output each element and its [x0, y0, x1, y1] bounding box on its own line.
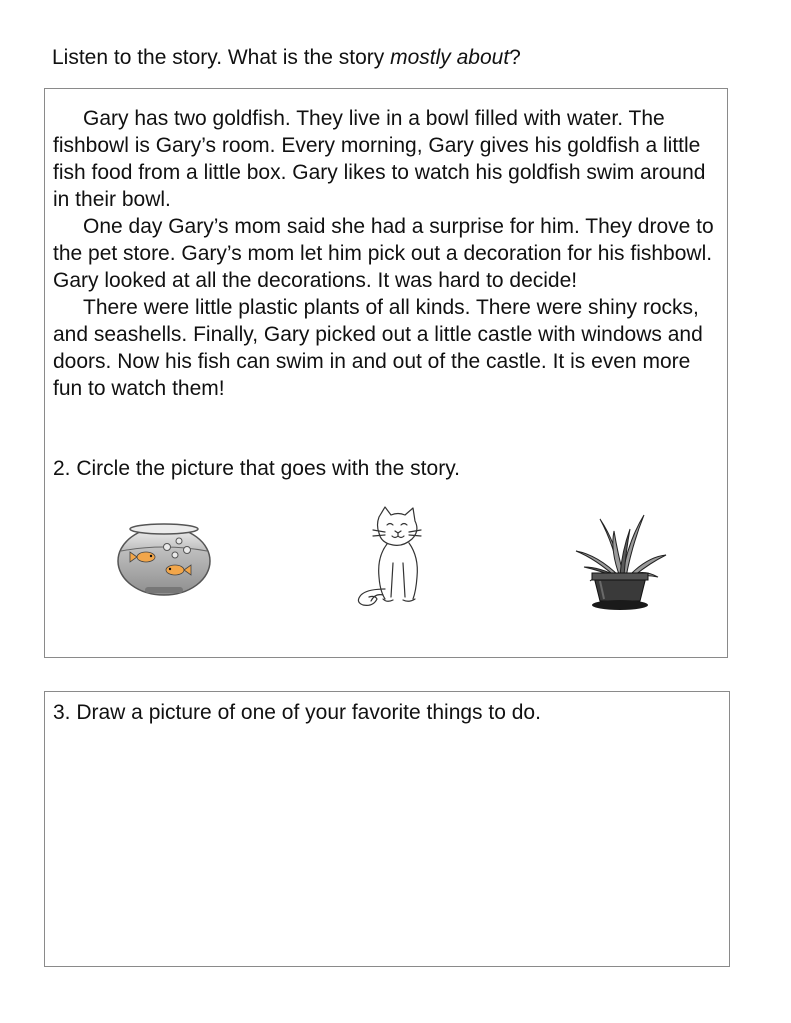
story-text — [53, 105, 725, 402]
story-box — [44, 88, 728, 658]
fishbowl-icon[interactable] — [111, 517, 217, 597]
story-paragraph-3: There were little plastic plants of all kinds. There were shiny rocks, and seashells. Finally, Gary picked out a little castle with windows and doors. Now his fish can swim in and out of the castle. It is even more fun to watch them! — [53, 296, 703, 400]
potted-plant-icon[interactable] — [570, 511, 670, 613]
drawing-box[interactable] — [44, 691, 730, 967]
prompt-emphasis: mostly about — [390, 46, 510, 69]
prompt-end: ? — [509, 46, 521, 69]
prompt-text: Listen to the story. What is the story — [52, 46, 391, 69]
cat-icon[interactable] — [345, 505, 439, 611]
question-3-text: 3. Draw a picture of one of your favorite things to do. — [53, 701, 541, 724]
question-2-text: 2. Circle the picture that goes with the story. — [53, 457, 460, 480]
question-1-prompt — [52, 44, 521, 72]
story-paragraph-1: Gary has two goldfish. They live in a bowl filled with water. The fishbowl is Gary’s room. Every morning, Gary gives his goldfish a little fish food from a little box. Gary likes to watch his goldfish swim around in their bowl. — [53, 107, 706, 211]
story-paragraph-2: One day Gary’s mom said she had a surprise for him. They drove to the pet store. Gary’s mom let him pick out a decoration for his fishbowl. Gary looked at all the decorations. It was hard to decide! — [53, 215, 714, 292]
